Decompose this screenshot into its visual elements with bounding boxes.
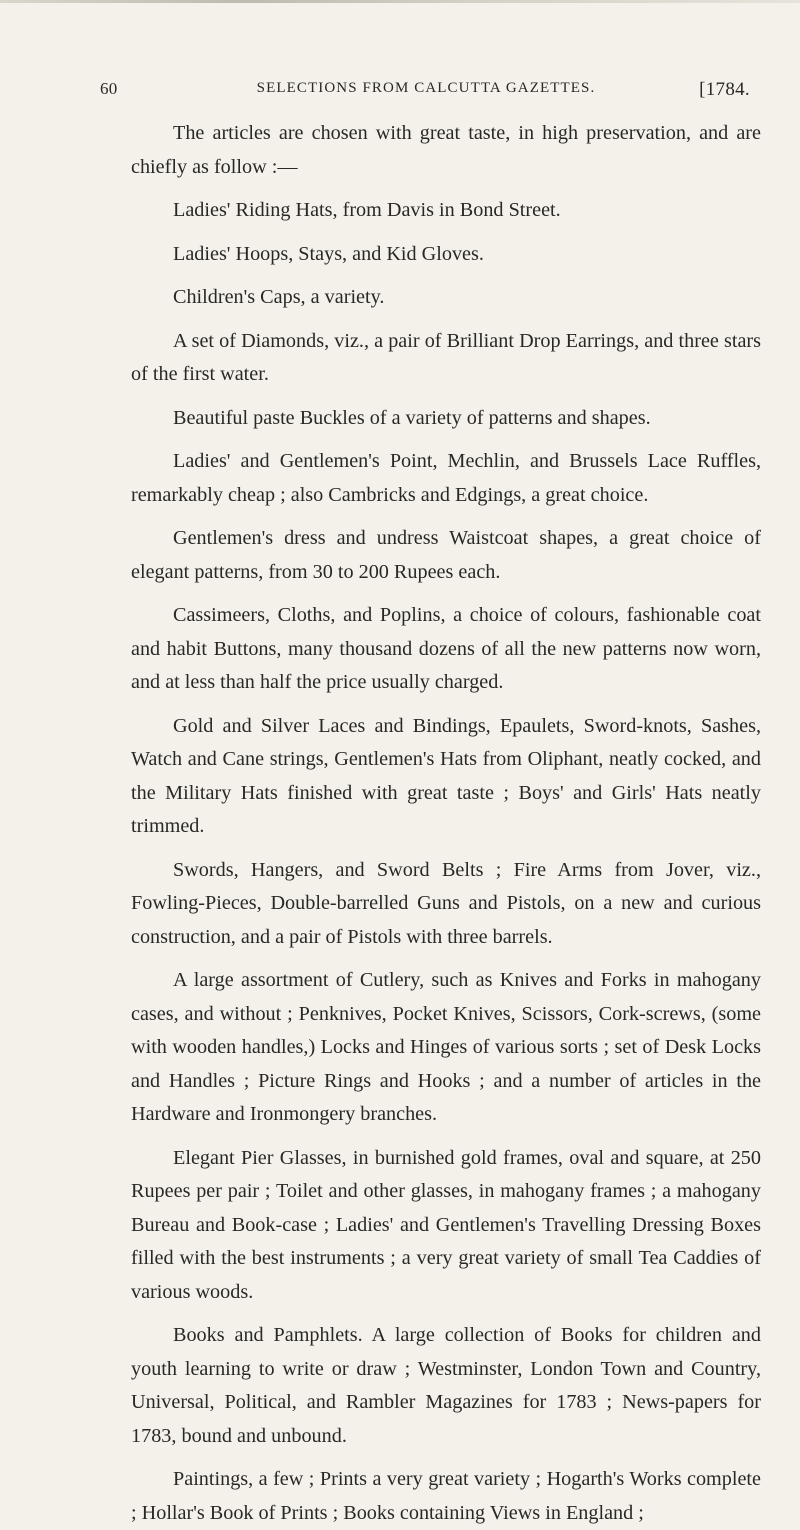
paragraph: Paintings, a few ; Prints a very great variety ; Hogarth's Works complete ; Hollar's Book of Prints ; Books containing Views in England ; <box>131 1468 761 1524</box>
paragraph: The articles are chosen with great taste, in high preservation, and are chiefly as follow :— <box>131 122 761 178</box>
top-edge-rule <box>0 0 800 3</box>
body-text <box>131 117 761 1530</box>
paragraph: Elegant Pier Glasses, in burnished gold frames, oval and square, at 250 Rupees per pair ; Toilet and other glasses, in mahogany frames ; a mahogany Bureau and Book-case ; Ladies' and Gentlemen's Travelling Dressing Boxes filled with the best instruments ; a very great variety of small Tea Caddies of various woods. <box>131 1146 761 1303</box>
paragraph: Ladies' and Gentlemen's Point, Mechlin, and Brussels Lace Ruffles, remarkably cheap ; also Cambricks and Edgings, a great choice. <box>131 450 761 506</box>
paragraph: Ladies' Hoops, Stays, and Kid Gloves. <box>173 242 484 265</box>
running-title: SELECTIONS FROM CALCUTTA GAZETTES. <box>256 80 596 96</box>
paragraph: Books and Pamphlets. A large collection of Books for children and youth learning to write or draw ; Westminster, London Town and Country, Universal, Political, and Rambler Magazines for 1783 ; News-papers for 1783, bound and unbound. <box>131 1324 761 1447</box>
year-marker: [1784. <box>699 79 750 100</box>
paragraph: Beautiful paste Buckles of a variety of patterns and shapes. <box>173 406 651 429</box>
paragraph: Swords, Hangers, and Sword Belts ; Fire Arms from Jover, viz., Fowling-Pieces, Double-barrelled Guns and Pistols, on a new and curious construction, and a pair of Pistols with three barrels. <box>131 858 761 948</box>
paragraph: Gold and Silver Laces and Bindings, Epaulets, Sword-knots, Sashes, Watch and Cane strings, Gentlemen's Hats from Oliphant, neatly cocked, and the Military Hats finished with great taste ; Boys' and Girls' Hats neatly trimmed. <box>131 714 761 837</box>
paragraph: A large assortment of Cutlery, such as Knives and Forks in mahogany cases, and without ; Penknives, Pocket Knives, Scissors, Cork-screws, (some with wooden handles,) Locks and Hinges of various sorts ; set of Desk Locks and Handles ; Picture Rings and Hooks ; and a number of articles in the Hardware and Ironmongery branches. <box>131 969 761 1125</box>
paragraph: Ladies' Riding Hats, from Davis in Bond Street. <box>173 199 561 221</box>
paragraph: Cassimeers, Cloths, and Poplins, a choice of colours, fashionable coat and habit Buttons, many thousand dozens of all the new patterns now worn, and at less than half the price usually charged. <box>131 604 761 693</box>
page-number: 60 <box>100 79 118 98</box>
page-header <box>100 79 752 107</box>
paragraph: A set of Diamonds, viz., a pair of Brilliant Drop Earrings, and three stars of the first water. <box>131 329 761 385</box>
paragraph: Gentlemen's dress and undress Waistcoat shapes, a great choice of elegant patterns, from 30 to 200 Rupees each. <box>131 527 761 583</box>
paragraph: Children's Caps, a variety. <box>173 286 385 308</box>
